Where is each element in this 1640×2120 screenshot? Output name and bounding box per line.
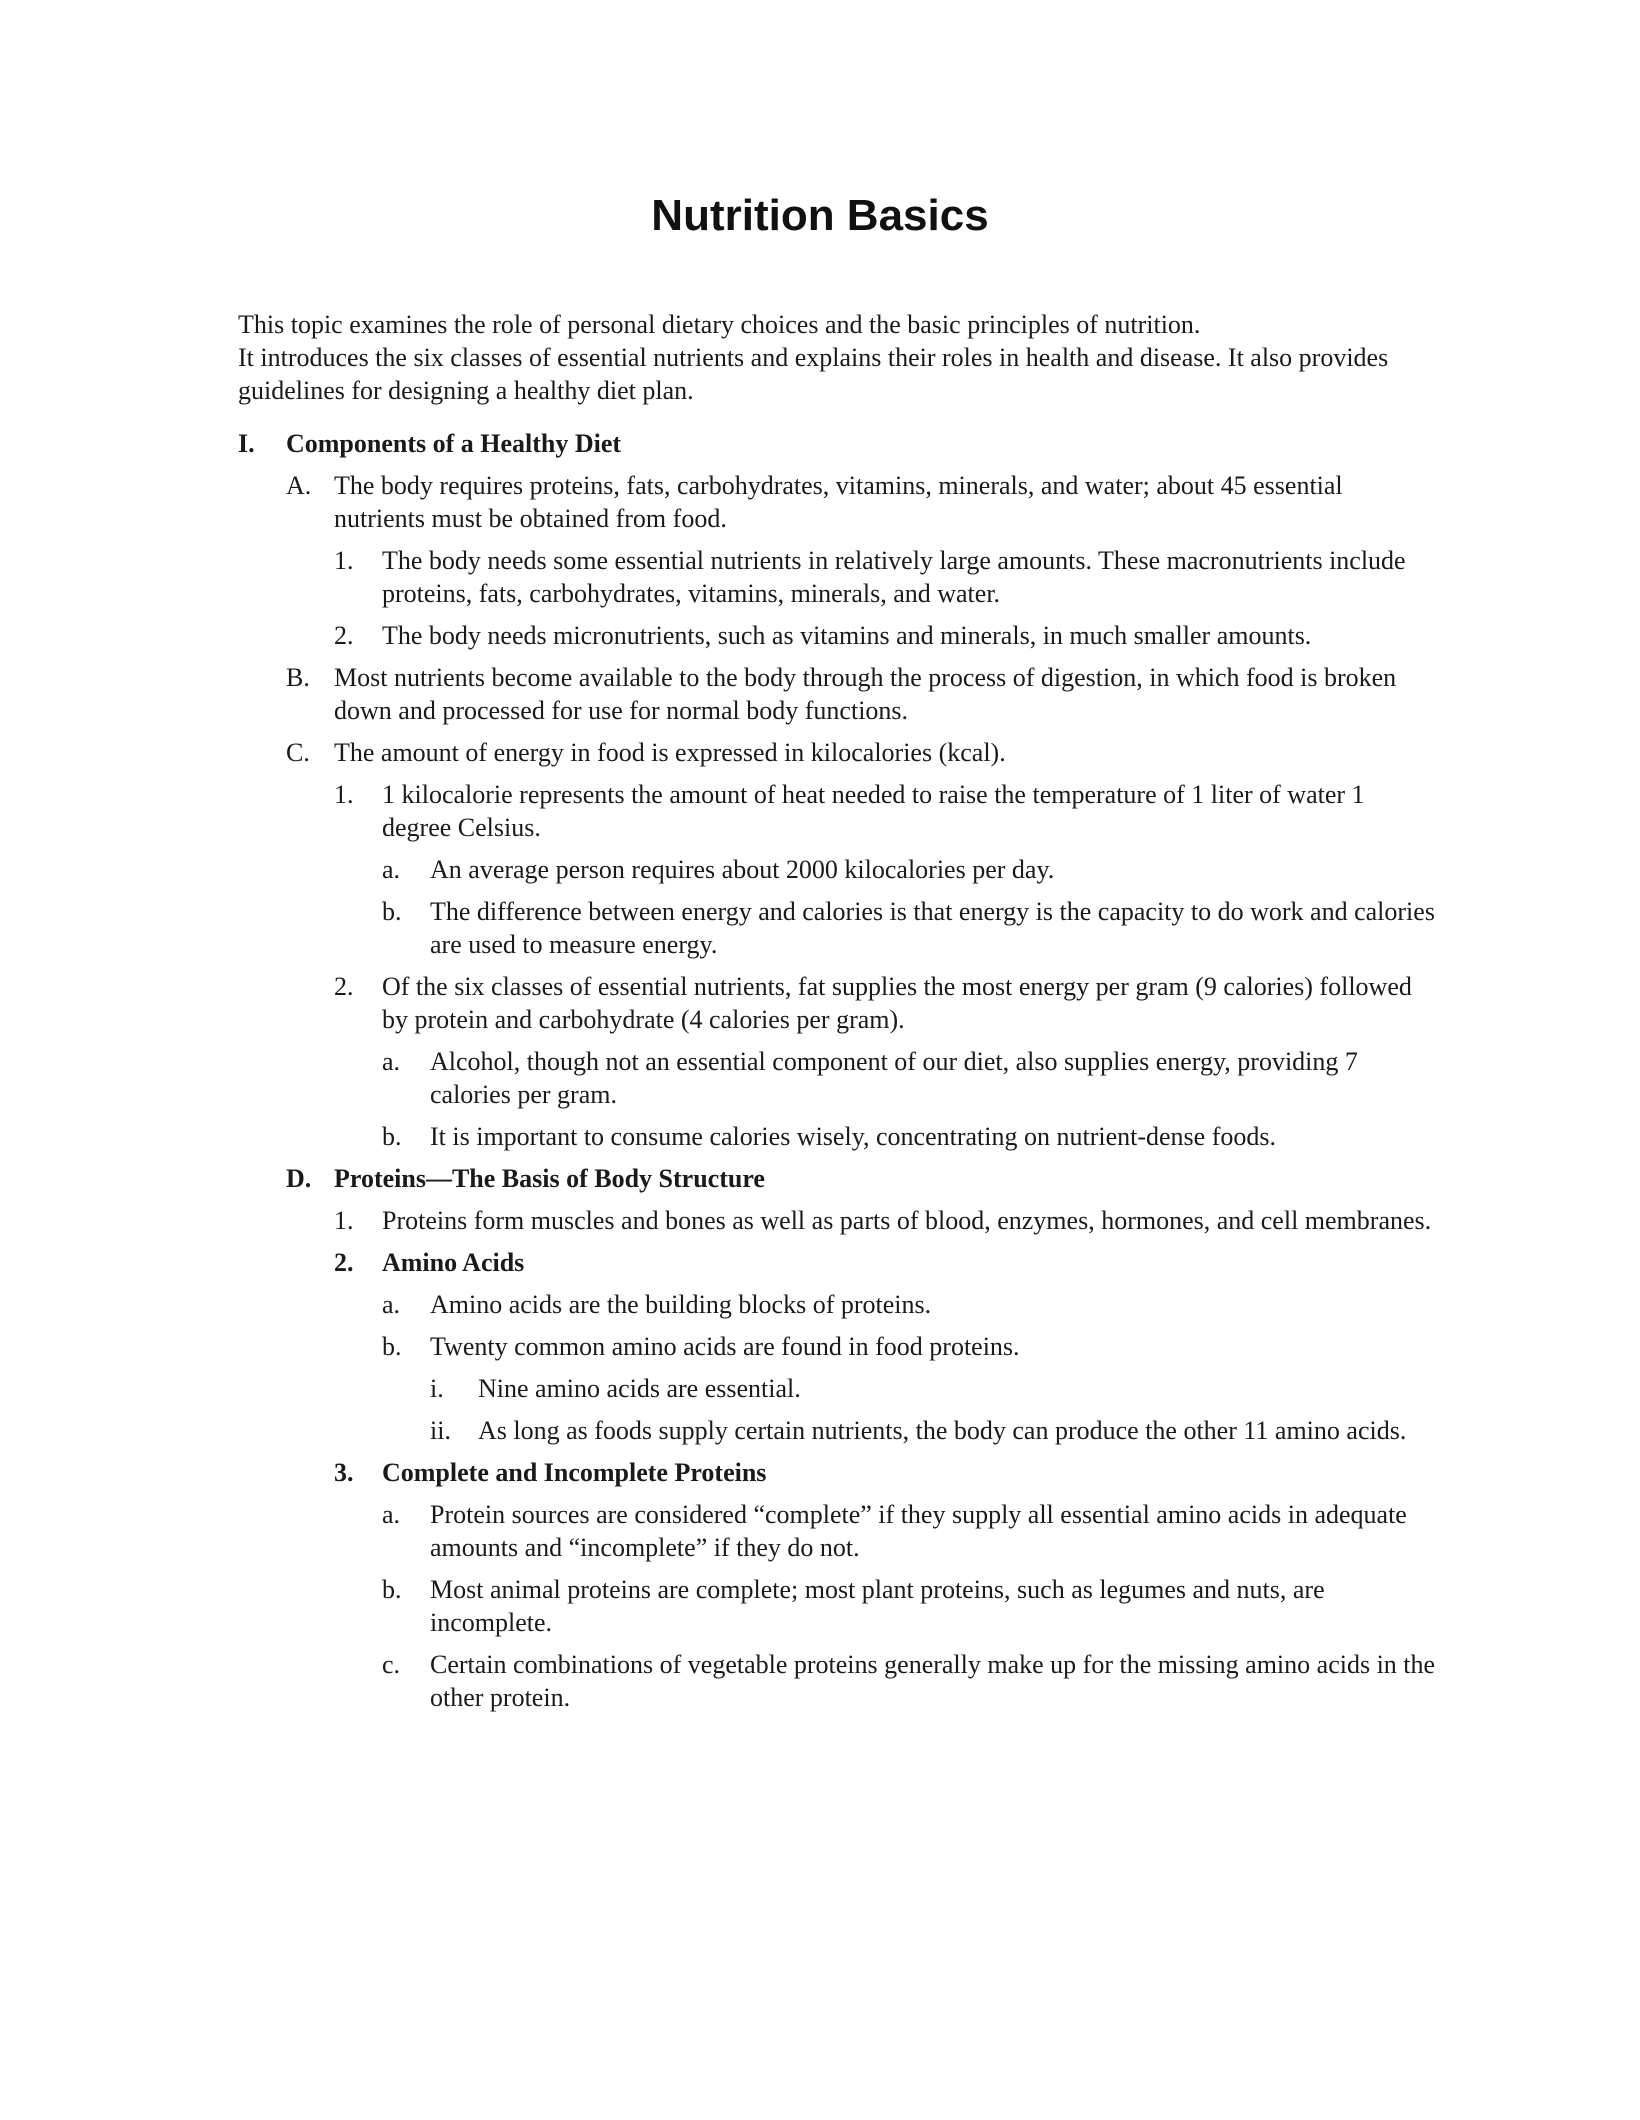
page-title: Nutrition Basics xyxy=(651,191,989,240)
outline-item-D3b xyxy=(382,1573,1438,1639)
outline-item-C xyxy=(286,736,1438,769)
item-marker: a. xyxy=(382,1047,401,1076)
item-marker: b. xyxy=(382,1122,402,1151)
outline-item-C1b xyxy=(382,895,1438,961)
outline-heading-D2 xyxy=(334,1246,1438,1279)
item-heading: Proteins—The Basis of Body Structure xyxy=(334,1164,765,1193)
intro-line-2: It introduces the six classes of essential nutrients and explains their roles in health and disease. It also provides guidelines for designing a healthy diet plan. xyxy=(238,343,1389,405)
item-marker: c. xyxy=(382,1650,401,1679)
item-marker: 2. xyxy=(334,972,354,1001)
item-marker: b. xyxy=(382,897,402,926)
outline-heading-D3 xyxy=(334,1456,1438,1489)
item-marker: 2. xyxy=(334,1248,354,1277)
outline-item-D3a xyxy=(382,1498,1438,1564)
outline-item-C2 xyxy=(334,970,1438,1036)
item-text: Most animal proteins are complete; most plant proteins, such as legumes and nuts, are incomplete. xyxy=(430,1575,1325,1637)
outline-item-D2b xyxy=(382,1330,1438,1363)
outline-item-A xyxy=(286,469,1438,535)
item-marker: A. xyxy=(286,471,312,500)
intro-paragraph xyxy=(238,308,1438,407)
item-marker: i. xyxy=(430,1374,444,1403)
item-marker: b. xyxy=(382,1575,402,1604)
item-marker: 1. xyxy=(334,1206,354,1235)
item-heading: Complete and Incomplete Proteins xyxy=(382,1458,767,1487)
item-marker: a. xyxy=(382,1290,401,1319)
item-text: Most nutrients become available to the body through the process of digestion, in which food is broken down and processed for use for normal body functions. xyxy=(334,663,1397,725)
outline-item-D3c xyxy=(382,1648,1438,1714)
outline-item-D2b-i xyxy=(430,1372,1438,1405)
item-text: The body requires proteins, fats, carbohydrates, vitamins, minerals, and water; about 45 essential nutrients must be obtained from food. xyxy=(334,471,1343,533)
item-text: Proteins form muscles and bones as well as parts of blood, enzymes, hormones, and cell membranes. xyxy=(382,1206,1432,1235)
outline-item-A1 xyxy=(334,544,1438,610)
item-marker: 1. xyxy=(334,780,354,809)
section-heading-components xyxy=(238,427,1438,460)
item-text: Twenty common amino acids are found in food proteins. xyxy=(430,1332,1020,1361)
item-marker: D. xyxy=(286,1164,312,1193)
item-marker: C. xyxy=(286,738,310,767)
outline-item-C1 xyxy=(334,778,1438,844)
item-text: Nine amino acids are essential. xyxy=(478,1374,801,1403)
item-marker: 2. xyxy=(334,621,354,650)
item-text: The amount of energy in food is expressed in kilocalories (kcal). xyxy=(334,738,1006,767)
outline-item-D2b-ii xyxy=(430,1414,1438,1447)
item-text: 1 kilocalorie represents the amount of heat needed to raise the temperature of 1 liter of water 1 degree Celsius. xyxy=(382,780,1365,842)
section-marker: I. xyxy=(238,429,255,458)
item-text: Protein sources are considered “complete” if they supply all essential amino acids in adequate amounts and “incomplete” if they do not. xyxy=(430,1500,1407,1562)
item-heading: Amino Acids xyxy=(382,1248,525,1277)
item-text: Alcohol, though not an essential component of our diet, also supplies energy, providing 7 calories per gram. xyxy=(430,1047,1358,1109)
item-marker: B. xyxy=(286,663,310,692)
item-marker: a. xyxy=(382,855,401,884)
document-body xyxy=(238,308,1438,1723)
item-text: Amino acids are the building blocks of proteins. xyxy=(430,1290,932,1319)
item-text: The body needs some essential nutrients in relatively large amounts. These macronutrients include proteins, fats, carbohydrates, vitamins, minerals, and water. xyxy=(382,546,1406,608)
item-text: As long as foods supply certain nutrients, the body can produce the other 11 amino acids. xyxy=(478,1416,1407,1445)
item-marker: ii. xyxy=(430,1416,451,1445)
outline-item-C2a xyxy=(382,1045,1438,1111)
outline-item-D2a xyxy=(382,1288,1438,1321)
item-text: The body needs micronutrients, such as vitamins and minerals, in much smaller amounts. xyxy=(382,621,1312,650)
outline-item-C1a xyxy=(382,853,1438,886)
outline-heading-D xyxy=(286,1162,1438,1195)
item-text: Certain combinations of vegetable proteins generally make up for the missing amino acids in the other protein. xyxy=(430,1650,1436,1712)
outline-item-C2b xyxy=(382,1120,1438,1153)
outline-item-D1 xyxy=(334,1204,1438,1237)
item-marker: a. xyxy=(382,1500,401,1529)
intro-line-1: This topic examines the role of personal dietary choices and the basic principles of nutrition. xyxy=(238,310,1201,339)
item-marker: 3. xyxy=(334,1458,354,1487)
item-text: Of the six classes of essential nutrients, fat supplies the most energy per gram (9 calories) followed by protein and carbohydrate (4 calories per gram). xyxy=(382,972,1412,1034)
item-marker: b. xyxy=(382,1332,402,1361)
item-text: It is important to consume calories wisely, concentrating on nutrient-dense foods. xyxy=(430,1122,1276,1151)
item-marker: 1. xyxy=(334,546,354,575)
item-text: The difference between energy and calories is that energy is the capacity to do work and calories are used to measure energy. xyxy=(430,897,1435,959)
section-heading-text: Components of a Healthy Diet xyxy=(286,429,622,458)
outline-item-A2 xyxy=(334,619,1438,652)
item-text: An average person requires about 2000 kilocalories per day. xyxy=(430,855,1055,884)
outline-item-B xyxy=(286,661,1438,727)
